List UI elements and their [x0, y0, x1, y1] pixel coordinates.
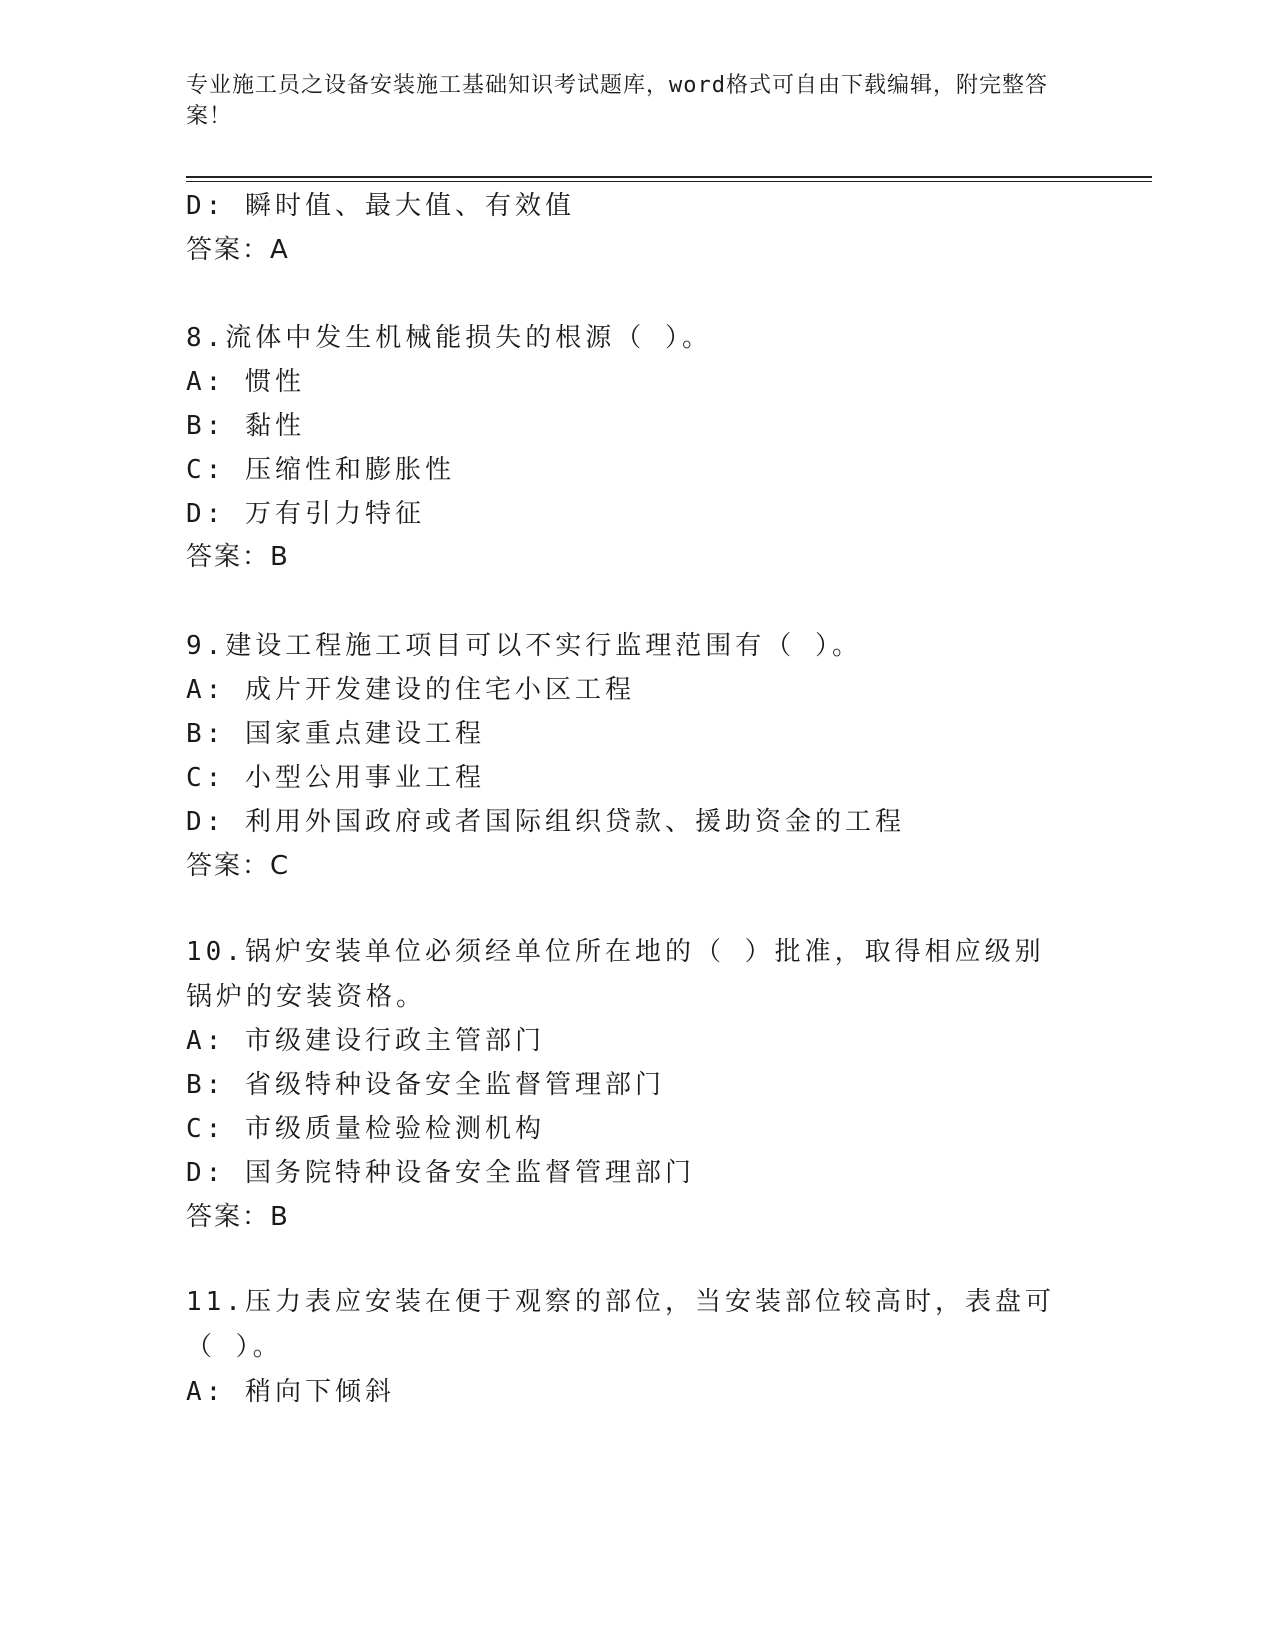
option-c: C: 压缩性和膨胀性	[186, 455, 455, 485]
option-a: A: 成片开发建设的住宅小区工程	[186, 675, 635, 705]
option-b: B: 省级特种设备安全监督管理部门	[186, 1070, 665, 1100]
option-d: D: 利用外国政府或者国际组织贷款、援助资金的工程	[186, 807, 905, 837]
header-divider-thin	[186, 181, 1152, 182]
answer: 答案：A	[186, 235, 290, 265]
option-b: B: 国家重点建设工程	[186, 719, 485, 749]
question-stem: 11.压力表应安装在便于观察的部位，当安装部位较高时，表盘可（ ）。	[186, 1287, 1055, 1362]
answer: 答案：B	[186, 1202, 290, 1232]
option-b: B: 黏性	[186, 411, 305, 441]
question-stem: 9.建设工程施工项目可以不实行监理范围有（ ）。	[186, 631, 862, 661]
option-c: C: 小型公用事业工程	[186, 763, 485, 793]
header-divider	[186, 176, 1152, 178]
option-a: A: 惯性	[186, 367, 305, 397]
option-d: D: 国务院特种设备安全监督管理部门	[186, 1158, 695, 1188]
option-d: D: 瞬时值、最大值、有效值	[186, 191, 575, 221]
option-a: A: 稍向下倾斜	[186, 1377, 395, 1407]
option-a: A: 市级建设行政主管部门	[186, 1026, 545, 1056]
answer: 答案：C	[186, 851, 291, 881]
question-stem: 8.流体中发生机械能损失的根源（ ）。	[186, 323, 712, 353]
answer: 答案：B	[186, 542, 290, 572]
document-header: 专业施工员之设备安装施工基础知识考试题库，word格式可自由下载编辑，附完整答案！	[186, 73, 1048, 129]
option-d: D: 万有引力特征	[186, 499, 425, 529]
option-c: C: 市级质量检验检测机构	[186, 1114, 545, 1144]
question-stem: 10.锅炉安装单位必须经单位所在地的（ ）批准，取得相应级别锅炉的安装资格。	[186, 937, 1045, 1012]
